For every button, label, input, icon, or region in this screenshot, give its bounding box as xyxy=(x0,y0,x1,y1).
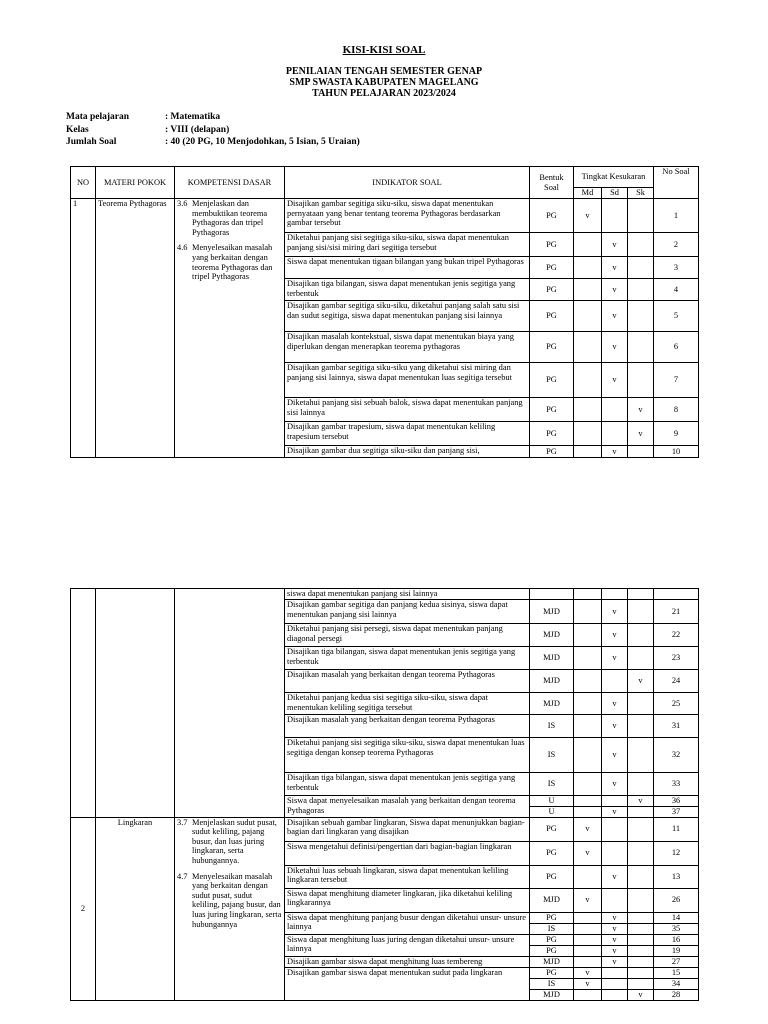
no-soal-cell: 36 xyxy=(654,796,699,807)
kompetensi-item xyxy=(177,818,282,866)
meta-row-count xyxy=(66,136,360,149)
indikator-cell: Disajikan sebuah gambar lingkaran, Siswa dapat menunjukkan bagian-bagian dari lingkaran yang disajikan xyxy=(285,817,530,841)
md-cell xyxy=(574,912,602,923)
sk-cell xyxy=(628,600,654,624)
sd-cell: v xyxy=(602,738,628,773)
bentuk-soal-cell: MJD xyxy=(530,888,574,912)
indikator-cell: Siswa dapat menentukan tigaan bilangan yang bukan tripel Pythagoras xyxy=(285,257,530,279)
sd-cell xyxy=(602,589,628,600)
no-soal-cell: 4 xyxy=(654,279,699,301)
row-number-cell xyxy=(71,589,96,818)
bentuk-soal-cell: MJD xyxy=(530,693,574,715)
kompetensi-item xyxy=(177,872,282,930)
sd-cell: v xyxy=(602,956,628,967)
no-soal-cell: 26 xyxy=(654,888,699,912)
materi-pokok-cell xyxy=(96,589,175,818)
bentuk-soal-cell: PG xyxy=(530,257,574,279)
no-soal-cell: 19 xyxy=(654,945,699,956)
sd-cell: v xyxy=(602,945,628,956)
bentuk-soal-cell: PG xyxy=(530,841,574,865)
header-materi: MATERI POKOK xyxy=(96,167,175,199)
indikator-cell: Disajikan gambar dua segitiga siku-siku dan panjang sisi, xyxy=(285,446,530,458)
sd-cell xyxy=(602,841,628,865)
no-soal-cell: 33 xyxy=(654,773,699,796)
sk-cell xyxy=(628,233,654,257)
meta-row-subject xyxy=(66,111,360,124)
sd-cell: v xyxy=(602,301,628,332)
header-sd: Sd xyxy=(602,188,628,199)
md-cell xyxy=(574,279,602,301)
sk-cell xyxy=(628,279,654,301)
sk-cell: v xyxy=(628,398,654,422)
no-soal-cell: 14 xyxy=(654,912,699,923)
sk-cell xyxy=(628,332,654,363)
indikator-cell: Disajikan gambar segitiga siku-siku, diketahui panjang salah satu sisi dan sudut segitiga, siswa dapat menentukan panjang sisi lainnya xyxy=(285,301,530,332)
sk-cell xyxy=(628,363,654,398)
bentuk-soal-cell: MJD xyxy=(530,956,574,967)
sd-cell: v xyxy=(602,715,628,738)
bentuk-soal-cell: IS xyxy=(530,715,574,738)
no-soal-cell: 25 xyxy=(654,693,699,715)
sk-cell: v xyxy=(628,422,654,446)
md-cell xyxy=(574,398,602,422)
md-cell xyxy=(574,647,602,670)
sd-cell: v xyxy=(602,807,628,818)
no-soal-cell: 35 xyxy=(654,923,699,934)
sd-cell: v xyxy=(602,600,628,624)
materi-pokok-cell: Teorema Pythagoras xyxy=(96,199,175,458)
sd-cell: v xyxy=(602,446,628,458)
sk-cell xyxy=(628,888,654,912)
indikator-cell: Disajikan gambar segitiga siku-siku yang diketahui sisi miring dan panjang sisi lainnya, siswa dapat menentukan luas segitiga tersebut xyxy=(285,363,530,398)
md-cell xyxy=(574,624,602,647)
meta-value: : 40 (20 PG, 10 Menjodohkan, 5 Isian, 5 Uraian) xyxy=(165,137,360,147)
header-no: NO xyxy=(71,167,96,199)
bentuk-soal-cell: PG xyxy=(530,332,574,363)
no-soal-cell: 13 xyxy=(654,865,699,888)
sk-cell xyxy=(628,978,654,989)
no-soal-cell: 5 xyxy=(654,301,699,332)
meta-value: : VIII (delapan) xyxy=(165,124,230,135)
sd-cell xyxy=(602,978,628,989)
bentuk-soal-cell: PG xyxy=(530,233,574,257)
no-soal-cell: 32 xyxy=(654,738,699,773)
sk-cell xyxy=(628,446,654,458)
md-cell xyxy=(574,865,602,888)
bentuk-soal-cell: PG xyxy=(530,967,574,978)
md-cell: v xyxy=(574,978,602,989)
md-cell xyxy=(574,600,602,624)
md-cell: v xyxy=(574,841,602,865)
sk-cell xyxy=(628,693,654,715)
sk-cell xyxy=(628,945,654,956)
sd-cell: v xyxy=(602,912,628,923)
table-row xyxy=(71,199,699,233)
indikator-cell: Disajikan masalah yang berkaitan dengan teorema Pythagoras xyxy=(285,715,530,738)
sk-cell xyxy=(628,199,654,233)
indikator-cell: Disajikan tiga bilangan, siswa dapat menentukan jenis segitiga yang terbentuk xyxy=(285,647,530,670)
md-cell: v xyxy=(574,967,602,978)
md-cell xyxy=(574,332,602,363)
bentuk-soal-cell: PG xyxy=(530,865,574,888)
sk-cell xyxy=(628,773,654,796)
md-cell xyxy=(574,301,602,332)
md-cell xyxy=(574,233,602,257)
indikator-cell: Disajikan gambar trapesium, siswa dapat menentukan keliling trapesium tersebut xyxy=(285,422,530,446)
md-cell xyxy=(574,363,602,398)
meta-key: Mata pelajaran xyxy=(66,112,130,122)
header-indikator: INDIKATOR SOAL xyxy=(285,167,530,199)
sk-cell: v xyxy=(628,796,654,807)
sk-cell xyxy=(628,624,654,647)
sd-cell xyxy=(602,670,628,693)
bentuk-soal-cell: IS xyxy=(530,773,574,796)
header-no-soal: No Soal xyxy=(654,167,699,199)
header-bentuk: Bentuk Soal xyxy=(530,167,574,199)
indikator-cell: Diketahui panjang sisi segitiga siku-siku, siswa dapat menentukan luas segitiga dengan konsep teorema Pythagoras xyxy=(285,738,530,773)
indikator-cell: Siswa dapat menghitung diameter lingkaran, jika diketahui keliling lingkarannya xyxy=(285,888,530,912)
meta-key: Jumlah Soal xyxy=(66,137,117,147)
no-soal-cell xyxy=(654,589,699,600)
sd-cell xyxy=(602,398,628,422)
md-cell xyxy=(574,796,602,807)
bentuk-soal-cell: PG xyxy=(530,817,574,841)
no-soal-cell: 11 xyxy=(654,817,699,841)
no-soal-cell: 24 xyxy=(654,670,699,693)
md-cell xyxy=(574,715,602,738)
sk-cell xyxy=(628,301,654,332)
document-title: KISI-KISI SOAL xyxy=(342,44,426,56)
indikator-cell: Disajikan gambar segitiga dan panjang kedua sisinya, siswa dapat menentukan panjang sisi lainnya xyxy=(285,600,530,624)
indikator-cell: Siswa mengetahui definisi/pengertian dari bagian-bagian lingkaran xyxy=(285,841,530,865)
bentuk-soal-cell: MJD xyxy=(530,670,574,693)
sd-cell: v xyxy=(602,233,628,257)
bentuk-soal-cell: PG xyxy=(530,301,574,332)
page-2-body xyxy=(71,589,699,1001)
indikator-cell: Disajikan gambar segitiga siku-siku, siswa dapat menentukan pernyataan yang benar tentang teorema Pythagoras berdasarkan gambar tersebut xyxy=(285,199,530,233)
bentuk-soal-cell: U xyxy=(530,807,574,818)
no-soal-cell: 2 xyxy=(654,233,699,257)
sd-cell: v xyxy=(602,693,628,715)
bentuk-soal-cell: MJD xyxy=(530,647,574,670)
indikator-cell: Disajikan masalah kontekstual, siswa dapat menentukan biaya yang diperlukan dengan menerapkan teorema pythagoras xyxy=(285,332,530,363)
document-subtitle-year: TAHUN PELAJARAN 2023/2024 xyxy=(312,88,456,99)
md-cell xyxy=(574,422,602,446)
md-cell xyxy=(574,956,602,967)
indikator-cell: Diketahui luas sebuah lingkaran, siswa dapat menentukan keliling lingkaran tersebut xyxy=(285,865,530,888)
bentuk-soal-cell: IS xyxy=(530,923,574,934)
sk-cell xyxy=(628,817,654,841)
sd-cell: v xyxy=(602,279,628,301)
header-sk: Sk xyxy=(628,188,654,199)
no-soal-cell: 12 xyxy=(654,841,699,865)
kompetensi-number: 4.7 xyxy=(177,871,188,881)
kompetensi-text: Menyelesaikan masalah yang berkaitan dengan teorema Pythagoras dan tripel Pythagoras xyxy=(192,243,273,282)
sk-cell xyxy=(628,589,654,600)
md-cell xyxy=(574,446,602,458)
bentuk-soal-cell: PG xyxy=(530,422,574,446)
kompetensi-number: 3.6 xyxy=(177,199,188,208)
header-md: Md xyxy=(574,188,602,199)
kompetensi-dasar-cell xyxy=(175,589,285,818)
no-soal-cell: 3 xyxy=(654,257,699,279)
bentuk-soal-cell: MJD xyxy=(530,600,574,624)
sk-cell xyxy=(628,715,654,738)
sk-cell xyxy=(628,967,654,978)
sd-cell xyxy=(602,888,628,912)
md-cell xyxy=(574,773,602,796)
no-soal-cell: 7 xyxy=(654,363,699,398)
meta-key: Kelas xyxy=(66,124,89,135)
indikator-cell: Siswa dapat menghitung luas juring dengan diketahui unsur- unsure lainnya xyxy=(285,934,530,956)
indikator-cell: Disajikan tiga bilangan, siswa dapat menentukan jenis segitiga yang terbentuk xyxy=(285,773,530,796)
sk-cell xyxy=(628,738,654,773)
no-soal-cell: 8 xyxy=(654,398,699,422)
bentuk-soal-cell: PG xyxy=(530,945,574,956)
sd-cell: v xyxy=(602,934,628,945)
bentuk-soal-cell: U xyxy=(530,796,574,807)
sk-cell xyxy=(628,807,654,818)
kompetensi-text: Menjelaskan dan membuktikan teorema Pythagoras dan tripel Pythagoras xyxy=(192,199,268,237)
no-soal-cell: 22 xyxy=(654,624,699,647)
md-cell xyxy=(574,923,602,934)
header-tingkat: Tingkat Kesukaran xyxy=(574,167,654,188)
no-soal-cell: 34 xyxy=(654,978,699,989)
kompetensi-item xyxy=(177,243,282,281)
meta-value: : Matematika xyxy=(165,112,221,122)
section-1-body xyxy=(71,199,699,458)
sk-cell xyxy=(628,257,654,279)
indikator-cell: Diketahui panjang sisi sebuah balok, siswa dapat menentukan panjang sisi lainnya xyxy=(285,398,530,422)
indikator-cell: siswa dapat menentukan panjang sisi lainnya xyxy=(285,589,530,600)
header-kompetensi: KOMPETENSI DASAR xyxy=(175,167,285,199)
no-soal-cell: 23 xyxy=(654,647,699,670)
no-soal-cell: 37 xyxy=(654,807,699,818)
bentuk-soal-cell: IS xyxy=(530,738,574,773)
bentuk-soal-cell: MJD xyxy=(530,989,574,1000)
md-cell xyxy=(574,257,602,279)
kompetensi-dasar-cell xyxy=(175,817,285,1000)
sk-cell xyxy=(628,923,654,934)
sd-cell xyxy=(602,796,628,807)
indikator-cell: Diketahui panjang sisi persegi, siswa dapat menentukan panjang diagonal persegi xyxy=(285,624,530,647)
sd-cell: v xyxy=(602,624,628,647)
kompetensi-number: 3.7 xyxy=(177,817,188,827)
md-cell xyxy=(574,989,602,1000)
sd-cell: v xyxy=(602,923,628,934)
indikator-cell: Diketahui panjang sisi segitiga siku-siku, siswa dapat menentukan panjang sisi/sisi miring dari segitiga tersebut xyxy=(285,233,530,257)
sd-cell: v xyxy=(602,773,628,796)
sd-cell: v xyxy=(602,332,628,363)
md-cell xyxy=(574,589,602,600)
no-soal-cell: 6 xyxy=(654,332,699,363)
indikator-cell: Disajikan gambar siswa dapat menentukan sudut pada lingkaran xyxy=(285,967,530,1000)
bentuk-soal-cell: PG xyxy=(530,934,574,945)
md-cell: v xyxy=(574,888,602,912)
indikator-cell: Siswa dapat menyelesaikan masalah yang berkaitan dengan teorema Pythagoras xyxy=(285,796,530,818)
kompetensi-text: Menjelaskan sudut pusat, sudut keliling, pajang busur, dan luas juring lingkaran, serta hubungannya. xyxy=(192,817,277,865)
sk-cell xyxy=(628,841,654,865)
md-cell xyxy=(574,945,602,956)
no-soal-cell: 21 xyxy=(654,600,699,624)
bentuk-soal-cell: MJD xyxy=(530,624,574,647)
bentuk-soal-cell: PG xyxy=(530,912,574,923)
sk-cell xyxy=(628,647,654,670)
sk-cell: v xyxy=(628,670,654,693)
no-soal-cell: 31 xyxy=(654,715,699,738)
sk-cell: v xyxy=(628,989,654,1000)
indikator-cell: Disajikan tiga bilangan, siswa dapat menentukan jenis segitiga yang terbentuk xyxy=(285,279,530,301)
sd-cell: v xyxy=(602,363,628,398)
sd-cell xyxy=(602,422,628,446)
table-row xyxy=(71,817,699,841)
kompetensi-item xyxy=(177,199,282,237)
no-soal-cell: 9 xyxy=(654,422,699,446)
md-cell xyxy=(574,934,602,945)
sd-cell xyxy=(602,199,628,233)
sk-cell xyxy=(628,865,654,888)
bentuk-soal-cell: PG xyxy=(530,199,574,233)
sd-cell: v xyxy=(602,865,628,888)
bentuk-soal-cell: PG xyxy=(530,398,574,422)
row-number-cell: 2 xyxy=(71,817,96,1000)
no-soal-cell: 1 xyxy=(654,199,699,233)
indikator-cell: Siswa dapat menghitung panjang busur dengan diketahui unsur- unsure lainnya xyxy=(285,912,530,934)
sd-cell: v xyxy=(602,647,628,670)
sk-cell xyxy=(628,934,654,945)
sk-cell xyxy=(628,912,654,923)
no-soal-cell: 16 xyxy=(654,934,699,945)
sd-cell xyxy=(602,967,628,978)
md-cell xyxy=(574,670,602,693)
document-meta xyxy=(66,111,360,149)
sd-cell xyxy=(602,817,628,841)
bentuk-soal-cell: PG xyxy=(530,363,574,398)
kompetensi-dasar-cell xyxy=(175,199,285,458)
md-cell: v xyxy=(574,199,602,233)
materi-pokok-cell: Lingkaran xyxy=(96,817,175,1000)
kisi-table-page-2 xyxy=(70,588,699,1001)
bentuk-soal-cell: PG xyxy=(530,279,574,301)
document-subtitle-exam: PENILAIAN TENGAH SEMESTER GENAP xyxy=(285,66,483,77)
row-number-cell: 1 xyxy=(71,199,96,458)
md-cell xyxy=(574,738,602,773)
no-soal-cell: 27 xyxy=(654,956,699,967)
sd-cell: v xyxy=(602,257,628,279)
md-cell: v xyxy=(574,817,602,841)
no-soal-cell: 15 xyxy=(654,967,699,978)
kompetensi-text: Menyelesaikan masalah yang berkaitan dengan sudut pusat, sudut keliling, pajang busur, dan luas juring lingkaran, serta hubungannya xyxy=(192,871,282,929)
kompetensi-number: 4.6 xyxy=(177,243,188,253)
md-cell xyxy=(574,693,602,715)
bentuk-soal-cell: IS xyxy=(530,978,574,989)
bentuk-soal-cell: PG xyxy=(530,446,574,458)
document-subtitle-school: SMP SWASTA KABUPATEN MAGELANG xyxy=(289,77,479,88)
meta-row-class xyxy=(66,124,360,137)
kisi-table-page-1 xyxy=(70,166,699,458)
sk-cell xyxy=(628,956,654,967)
no-soal-cell: 28 xyxy=(654,989,699,1000)
no-soal-cell: 10 xyxy=(654,446,699,458)
bentuk-soal-cell xyxy=(530,589,574,600)
indikator-cell: Disajikan gambar siswa dapat menghitung luas tembereng xyxy=(285,956,530,967)
indikator-cell: Diketahui panjang kedua sisi segitiga siku-siku, siswa dapat menentukan keliling segitiga tersebut xyxy=(285,693,530,715)
indikator-cell: Disajikan masalah yang berkaitan dengan teorema Pythagoras xyxy=(285,670,530,693)
table-row xyxy=(71,589,699,600)
sd-cell xyxy=(602,989,628,1000)
md-cell xyxy=(574,807,602,818)
